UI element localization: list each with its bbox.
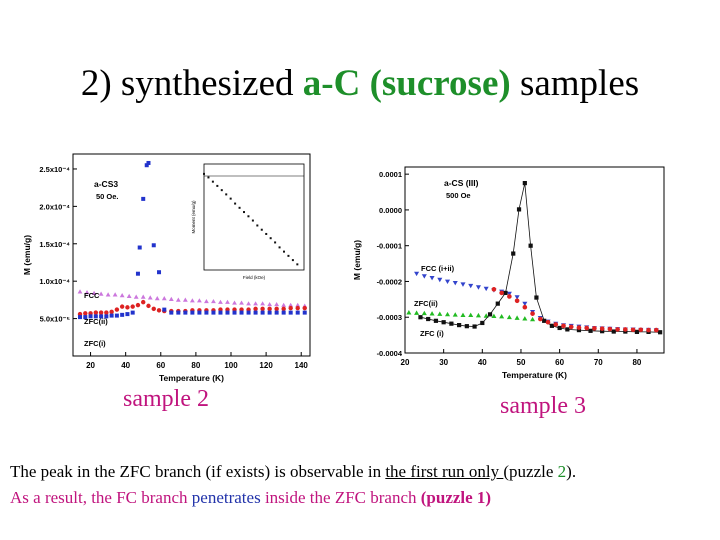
data-point-zfc-i — [472, 324, 476, 328]
inset-frame — [204, 164, 304, 270]
x-tick-label: 140 — [294, 361, 308, 370]
y-axis-label: M (emu/g) — [352, 239, 362, 281]
inset-data-point — [239, 207, 241, 209]
inset-data-point — [270, 237, 272, 239]
data-point-zfc-ii — [260, 307, 264, 311]
data-point-zfc-i — [565, 327, 569, 331]
y-tick-label: 2.0x10⁻⁴ — [39, 202, 70, 212]
data-point-zfc-ii — [303, 306, 307, 310]
inset-data-point — [292, 259, 294, 261]
foot1-c: (puzzle — [503, 462, 558, 481]
y-tick-label: 1.0x10⁻⁴ — [39, 277, 70, 287]
data-point-zfc-i — [588, 329, 592, 333]
inset-data-point — [203, 173, 205, 175]
chart-sample-label: a-CS (III) — [444, 178, 479, 188]
y-tick-label: 1.5x10⁻⁴ — [39, 239, 70, 249]
data-point-zfc-i — [176, 311, 180, 315]
y-tick-label: -0.0002 — [376, 277, 402, 287]
x-tick-label: 80 — [191, 361, 201, 370]
y-tick-label: -0.0003 — [376, 313, 402, 323]
data-point-zfc-i — [136, 272, 140, 276]
data-point-zfc-i — [442, 320, 446, 324]
foot1-underline: the first run only — [385, 462, 504, 481]
foot1-a: The peak in the ZFC branch (if exists) is observable in — [10, 462, 386, 481]
data-point-zfc-i — [282, 311, 286, 315]
inset-data-point — [279, 246, 281, 248]
x-axis-label: Temperature (K) — [501, 370, 568, 380]
foot2-puzzle: (puzzle 1) — [420, 488, 492, 507]
data-point-zfc-i — [511, 251, 515, 255]
inset-data-point — [265, 233, 267, 235]
data-point-red — [492, 287, 497, 292]
inset-data-point — [207, 176, 209, 178]
data-point-zfc-i — [418, 315, 422, 319]
data-point-red — [561, 324, 566, 329]
x-tick-label: 70 — [593, 358, 603, 367]
data-point-red — [615, 327, 620, 332]
inset-data-point — [216, 185, 218, 187]
data-point-red — [631, 327, 636, 332]
data-point-red — [646, 328, 651, 333]
data-point-zfc-ii — [157, 308, 161, 312]
data-point-zfc-i — [233, 311, 237, 315]
chart-sample-3 — [350, 163, 668, 393]
chart-field-label: 50 Oe. — [96, 192, 119, 201]
data-point-red — [592, 326, 597, 331]
data-point-zfc-i — [488, 312, 492, 316]
data-point-zfc-ii — [267, 307, 271, 311]
data-point-zfc-i — [225, 311, 229, 315]
data-point-zfc-ii — [120, 304, 124, 308]
x-tick-label: 40 — [121, 361, 131, 370]
data-point-zfc-ii — [104, 310, 108, 314]
x-tick-label: 60 — [555, 358, 565, 367]
y-axis-label: M (emu/g) — [22, 234, 32, 276]
inset-data-point — [243, 211, 245, 213]
data-point-red — [499, 291, 504, 296]
y-tick-label: -0.0004 — [376, 349, 402, 358]
data-point-zfc-i — [120, 313, 124, 317]
chart-sample-label: a-CS3 — [94, 179, 119, 189]
data-point-zfc-i — [240, 311, 244, 315]
y-tick-label: 2.5x10⁻⁴ — [39, 164, 70, 174]
data-point-zfc-i — [542, 319, 546, 323]
footnote-line-2 — [10, 488, 491, 508]
x-tick-label: 80 — [632, 358, 642, 367]
data-point-zfc-i — [550, 324, 554, 328]
x-tick-label: 120 — [259, 361, 273, 370]
data-point-zfc-ii — [130, 304, 134, 308]
data-point-zfc-i — [115, 314, 119, 318]
annotation-zfc-ii: ZFC(ii) — [84, 317, 108, 326]
inset-data-point — [230, 198, 232, 200]
data-point-zfc-ii — [146, 304, 150, 308]
data-point-zfc-i — [658, 330, 662, 334]
caption-sample-3: sample 3 — [500, 393, 586, 419]
data-point-red — [608, 327, 613, 332]
data-point-red — [600, 326, 605, 331]
data-point-red — [523, 305, 528, 310]
data-point-red — [584, 326, 589, 331]
data-point-red — [553, 322, 558, 327]
data-point-zfc-i — [183, 311, 187, 315]
inset-data-point — [247, 215, 249, 217]
annotation-zfc-i: ZFC (i) — [420, 329, 444, 338]
data-point-zfc-i — [254, 311, 258, 315]
data-point-zfc-ii — [109, 310, 113, 314]
data-point-zfc-i — [558, 326, 562, 330]
foot2-c: inside the ZFC branch — [260, 488, 421, 507]
data-point-zfc-ii — [152, 307, 156, 311]
data-point-zfc-i — [146, 161, 150, 165]
data-point-zfc-ii — [274, 307, 278, 311]
inset-data-point — [256, 224, 258, 226]
data-point-zfc-i — [141, 197, 145, 201]
data-point-zfc-i — [503, 291, 507, 295]
data-point-zfc-ii — [281, 307, 285, 311]
data-point-zfc-ii — [99, 310, 103, 314]
data-point-red — [569, 325, 574, 330]
inset-data-point — [212, 181, 214, 183]
foot2-a: As a result, the FC branch — [10, 488, 192, 507]
data-point-zfc-ii — [253, 307, 257, 311]
data-point-zfc-i — [268, 311, 272, 315]
inset-data-point — [283, 251, 285, 253]
data-point-zfc-i — [157, 270, 161, 274]
y-tick-label: 0.0000 — [379, 205, 402, 215]
inset-y-label: Moment (emu/g) — [191, 200, 196, 234]
annotation-zfc-i: ZFC(i) — [84, 339, 106, 348]
y-tick-label: 5.0x10⁻⁵ — [39, 314, 70, 324]
data-point-zfc-ii — [94, 310, 98, 314]
x-tick-label: 20 — [86, 361, 96, 370]
data-point-zfc-i — [78, 315, 82, 319]
inset-data-point — [261, 229, 263, 231]
annotation-zfc-ii: ZFC(ii) — [414, 299, 438, 308]
data-point-zfc-i — [529, 244, 533, 248]
data-point-red — [538, 317, 543, 322]
data-point-red — [530, 311, 535, 316]
foot2-penetrates: penetrates — [191, 488, 261, 507]
chart-sample-2 — [18, 150, 318, 395]
data-point-red — [515, 298, 520, 303]
x-tick-label: 20 — [400, 358, 410, 367]
x-tick-label: 60 — [156, 361, 166, 370]
data-point-zfc-i — [110, 314, 114, 318]
data-point-zfc-i — [169, 311, 173, 315]
data-point-red — [623, 327, 628, 332]
inset-data-point — [234, 203, 236, 205]
data-point-zfc-i — [465, 324, 469, 328]
x-tick-label: 100 — [224, 361, 238, 370]
data-point-zfc-i — [635, 330, 639, 334]
data-point-zfc-i — [275, 311, 279, 315]
inset-data-point — [287, 255, 289, 257]
data-point-zfc-i — [612, 329, 616, 333]
data-point-zfc-i — [523, 181, 527, 185]
data-point-zfc-i — [218, 311, 222, 315]
data-point-zfc-i — [131, 311, 135, 315]
data-point-zfc-i — [457, 323, 461, 327]
title-accent: a-C (sucrose) — [302, 63, 511, 104]
data-point-zfc-i — [125, 312, 129, 316]
annotation-fcc-i-ii: FCC (i+ii) — [421, 264, 455, 273]
data-point-zfc-ii — [136, 303, 140, 307]
chart-field-label: 500 Oe — [446, 191, 471, 200]
slide-title — [0, 62, 720, 105]
data-point-zfc-i — [211, 311, 215, 315]
data-point-zfc-ii — [141, 300, 145, 304]
x-tick-label: 40 — [477, 358, 487, 367]
caption-sample-2: sample 2 — [123, 386, 209, 412]
plot-frame — [405, 167, 664, 353]
data-point-red — [546, 320, 551, 325]
y-tick-label: 0.0001 — [379, 170, 402, 180]
footnote-line-1 — [10, 462, 576, 482]
data-point-zfc-i — [162, 308, 166, 312]
data-point-zfc-i — [434, 319, 438, 323]
data-point-zfc-i — [204, 311, 208, 315]
title-text-pre: 2) synthesized — [80, 63, 303, 104]
data-point-zfc-i — [517, 207, 521, 211]
data-point-zfc-i — [190, 311, 194, 315]
data-point-red — [638, 327, 643, 332]
annotation-fcc: FCC — [84, 291, 100, 300]
title-text-post: samples — [510, 63, 640, 104]
data-point-zfc-i — [426, 317, 430, 321]
data-point-red — [654, 328, 659, 333]
data-point-red — [507, 294, 512, 299]
inset-data-point — [274, 241, 276, 243]
data-point-zfc-ii — [83, 311, 87, 315]
data-point-zfc-i — [261, 311, 265, 315]
data-point-zfc-ii — [288, 306, 292, 310]
data-point-zfc-i — [247, 311, 251, 315]
data-point-zfc-i — [534, 295, 538, 299]
data-point-zfc-i — [449, 322, 453, 326]
data-point-zfc-i — [152, 243, 156, 247]
foot1-e: ). — [566, 462, 577, 481]
y-tick-label: -0.0001 — [376, 241, 402, 251]
inset-data-point — [296, 263, 298, 265]
data-point-red — [577, 325, 582, 330]
data-point-zfc-ii — [115, 307, 119, 311]
data-point-zfc-i — [496, 302, 500, 306]
inset-data-point — [221, 189, 223, 191]
data-point-zfc-ii — [125, 305, 129, 309]
inset-data-point — [252, 220, 254, 222]
inset-x-label: Field (kOe) — [242, 275, 266, 280]
data-point-zfc-i — [296, 311, 300, 315]
data-point-zfc-i — [303, 311, 307, 315]
data-point-zfc-ii — [296, 306, 300, 310]
x-axis-label: Temperature (K) — [158, 373, 225, 383]
inset-data-point — [225, 193, 227, 195]
data-point-zfc-i — [197, 311, 201, 315]
x-tick-label: 50 — [516, 358, 526, 367]
foot1-puzzle-number: 2 — [557, 462, 567, 481]
data-point-zfc-i — [289, 311, 293, 315]
x-tick-label: 30 — [439, 358, 449, 367]
data-point-zfc-i — [138, 246, 142, 250]
data-point-zfc-i — [480, 321, 484, 325]
